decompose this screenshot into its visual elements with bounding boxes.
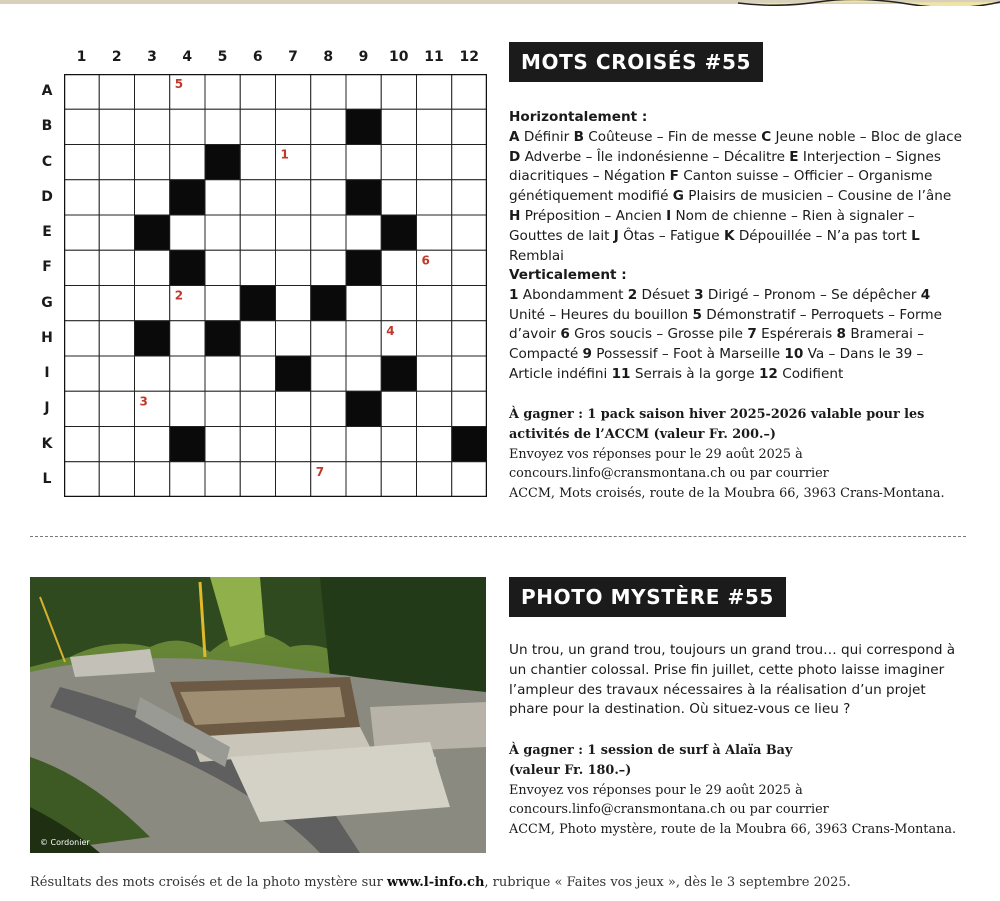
grid-cell[interactable] <box>381 145 416 180</box>
v-clue-text: Dirigé – Pronom – Se dépêcher <box>703 286 921 303</box>
grid-cell[interactable] <box>240 321 275 356</box>
vertical-title: Verticalement : <box>509 267 627 283</box>
grid-cell[interactable] <box>64 286 99 321</box>
grid-cell[interactable] <box>240 427 275 462</box>
column-label: 2 <box>111 49 122 65</box>
photo-send-line1: Envoyez vos réponses pour le 29 août 2025 à <box>509 782 803 798</box>
grid-cell[interactable] <box>346 286 381 321</box>
v-clue-key: 12 <box>758 365 778 382</box>
grid-cell[interactable] <box>311 356 346 391</box>
grid-cell[interactable] <box>240 391 275 426</box>
grid-cell[interactable] <box>135 109 170 144</box>
top-illustration-edge <box>738 0 1000 6</box>
grid-cell[interactable] <box>64 391 99 426</box>
grid-cell[interactable] <box>452 286 487 321</box>
v-clue-key: 4 <box>920 286 931 303</box>
grid-cell[interactable] <box>452 180 487 215</box>
clue-marker: 7 <box>315 464 325 479</box>
v-clue-text: Va – Dans le 39 – Article indéfini <box>509 346 924 382</box>
horizontal-clues <box>509 108 965 266</box>
grid-cell[interactable] <box>205 356 240 391</box>
photo-prize-line1: À gagner : 1 session de surf à Alaïa Bay <box>509 743 793 758</box>
grid-cell[interactable] <box>346 427 381 462</box>
grid-cell[interactable] <box>135 250 170 285</box>
photo-prize-block <box>509 741 965 840</box>
row-label: C <box>41 153 53 170</box>
grid-cell[interactable] <box>240 462 275 497</box>
column-label: 6 <box>252 49 263 65</box>
photo-send-line2: concours.linfo@cransmontana.ch ou par courrier <box>509 802 829 818</box>
v-clue-key: 2 <box>627 286 638 303</box>
clue-marker: 5 <box>174 77 184 91</box>
grid-cell[interactable] <box>170 462 205 497</box>
grid-cell[interactable] <box>311 250 346 285</box>
horizontal-clue-text <box>509 128 965 267</box>
grid-cell[interactable] <box>311 321 346 356</box>
grid-cell[interactable] <box>417 180 452 215</box>
clue-marker: 1 <box>280 147 289 162</box>
h-clue-key: E <box>789 148 799 165</box>
h-clue-key: K <box>723 227 735 244</box>
h-clue-key: A <box>509 128 520 145</box>
column-label: 8 <box>323 49 334 65</box>
grid-cell[interactable] <box>276 74 311 109</box>
grid-cell[interactable] <box>135 180 170 215</box>
grid-cell[interactable] <box>170 356 205 391</box>
grid-cell[interactable] <box>452 321 487 356</box>
grid-cell[interactable] <box>311 74 346 109</box>
v-clue-text: Codifient <box>777 365 844 382</box>
crossword-send-line1: Envoyez vos réponses pour le 29 août 2025 à <box>509 446 803 462</box>
grid-cell[interactable] <box>346 321 381 356</box>
black-cell <box>205 321 240 356</box>
grid-cell[interactable] <box>276 109 311 144</box>
footer-before: Résultats des mots croisés et de la photo mystère sur <box>30 875 387 890</box>
h-clue-text: Coûteuse – Fin de messe <box>583 128 762 145</box>
vertical-clues <box>509 266 965 385</box>
grid-cell[interactable] <box>64 250 99 285</box>
h-clue-key: F <box>669 168 679 185</box>
h-clue-text: Définir <box>519 128 574 145</box>
grid-cell[interactable] <box>276 180 311 215</box>
grid-cell[interactable] <box>99 250 134 285</box>
clue-marker: 3 <box>139 394 148 409</box>
grid-cell[interactable] <box>64 109 99 144</box>
clue-marker: 6 <box>421 253 430 268</box>
grid-cell[interactable] <box>346 215 381 250</box>
row-label: J <box>44 400 50 417</box>
v-clue-text: Démonstratif – Perroquets – Forme d’avoir <box>509 306 943 343</box>
h-clue-key: H <box>509 207 521 224</box>
h-clue-text: Plaisirs de musicien – Cousine de l’âne <box>683 188 952 205</box>
grid-cell[interactable] <box>311 145 346 180</box>
black-cell <box>346 109 381 144</box>
column-label: 12 <box>459 49 479 65</box>
grid-cell[interactable] <box>99 321 134 356</box>
grid-cell[interactable] <box>135 462 170 497</box>
grid-cell[interactable] <box>452 215 487 250</box>
grid-cell[interactable] <box>417 391 452 426</box>
grid-cell[interactable] <box>99 356 134 391</box>
grid-cell[interactable] <box>135 74 170 109</box>
black-cell <box>205 145 240 180</box>
crossword-send-line3: ACCM, Mots croisés, route de la Moubra 66, 3963 Crans-Montana. <box>509 486 945 502</box>
grid-cell[interactable] <box>205 109 240 144</box>
v-clue-key: 3 <box>694 286 704 303</box>
grid-cell[interactable] <box>381 286 416 321</box>
black-cell <box>381 356 416 391</box>
grid-cell[interactable] <box>99 286 134 321</box>
grid-cell[interactable] <box>135 286 170 321</box>
column-label: 4 <box>182 49 193 65</box>
grid-cell[interactable] <box>417 109 452 144</box>
v-clue-key: 5 <box>692 306 702 323</box>
black-cell <box>346 391 381 426</box>
grid-cell[interactable] <box>276 215 311 250</box>
grid-cell[interactable] <box>417 462 452 497</box>
grid-cell[interactable] <box>205 250 240 285</box>
mystery-photo <box>30 577 486 853</box>
row-label: G <box>41 294 53 311</box>
photo-description: Un trou, un grand trou, toujours un grand trou… qui correspond à un chantier colossal. Prise fin juillet, cette photo laisse imaginer l’ampleur des travaux nécessaires à la réalisation d’un projet phare pour la destination. Où situez-vous ce lieu ? <box>509 642 956 718</box>
h-clue-text: Canton suisse – Officier – Organisme génétiquement modifié <box>509 168 933 205</box>
grid-cell[interactable] <box>417 286 452 321</box>
h-clue-key: D <box>509 148 521 165</box>
row-label: L <box>42 470 52 487</box>
column-label: 11 <box>424 49 444 65</box>
h-clue-text: Dépouillée – N’a pas tort <box>734 227 912 244</box>
black-cell <box>240 286 275 321</box>
grid-cell[interactable] <box>346 74 381 109</box>
v-clue-key: 7 <box>747 326 757 343</box>
grid-cell[interactable] <box>276 321 311 356</box>
footer-site-link[interactable]: www.l-info.ch <box>386 875 485 890</box>
h-clue-text: Remblai <box>509 247 564 264</box>
v-clue-text: Désuet <box>637 286 695 303</box>
v-clue-text: Unité – Heures du bouillon <box>509 306 693 323</box>
grid-cell[interactable] <box>99 180 134 215</box>
grid-cell[interactable] <box>381 427 416 462</box>
grid-cell[interactable] <box>346 145 381 180</box>
crossword-prize: À gagner : 1 pack saison hiver 2025-2026 valable pour les activités de l’ACCM (valeur Fr. 200.–) <box>509 407 925 442</box>
grid-cell[interactable] <box>170 145 205 180</box>
v-clue-key: 1 <box>509 286 519 303</box>
grid-cell[interactable] <box>381 109 416 144</box>
h-clue-key: L <box>911 227 920 244</box>
grid-cell[interactable] <box>452 462 487 497</box>
grid-cell[interactable] <box>99 462 134 497</box>
grid-cell[interactable] <box>417 215 452 250</box>
grid-cell[interactable] <box>205 391 240 426</box>
v-clue-key: 10 <box>784 346 804 363</box>
black-cell <box>381 215 416 250</box>
v-clue-text: Espérerais <box>756 326 837 343</box>
h-clue-key: G <box>672 188 684 205</box>
grid-cell[interactable] <box>64 145 99 180</box>
grid-cell[interactable] <box>205 74 240 109</box>
clue-marker: 4 <box>386 323 395 338</box>
h-clue-key: I <box>666 207 672 224</box>
black-cell <box>135 215 170 250</box>
grid-cell[interactable] <box>452 391 487 426</box>
grid-cell[interactable] <box>64 356 99 391</box>
crossword-grid[interactable] <box>64 74 487 497</box>
grid-cell[interactable] <box>99 74 134 109</box>
grid-cell[interactable] <box>64 427 99 462</box>
h-clue-key: C <box>761 128 772 145</box>
column-label: 1 <box>76 49 87 65</box>
grid-cell[interactable] <box>311 427 346 462</box>
row-label: A <box>41 83 53 99</box>
grid-cell[interactable] <box>240 180 275 215</box>
grid-cell[interactable] <box>381 391 416 426</box>
black-cell <box>346 180 381 215</box>
v-clue-key: 8 <box>836 326 847 343</box>
grid-cell[interactable] <box>311 109 346 144</box>
grid-cell[interactable] <box>64 462 99 497</box>
row-label: K <box>41 435 53 452</box>
grid-cell[interactable] <box>99 391 134 426</box>
grid-cell[interactable] <box>205 215 240 250</box>
grid-cell[interactable] <box>311 391 346 426</box>
grid-cell[interactable] <box>205 462 240 497</box>
h-clue-text: Adverbe – Île indonésienne – Décalitre <box>520 148 790 165</box>
black-cell <box>170 427 205 462</box>
grid-cell[interactable] <box>170 321 205 356</box>
h-clue-text: Ôtas – Fatigue <box>618 227 724 244</box>
h-clue-text: Jeune noble – Bloc de glace <box>771 128 963 145</box>
crossword-title: MOTS CROISÉS #55 <box>509 42 763 82</box>
grid-cell[interactable] <box>417 321 452 356</box>
v-clue-key: 9 <box>582 346 592 363</box>
v-clue-text: Possessif – Foot à Marseille <box>591 346 785 363</box>
h-clue-key: J <box>613 227 619 244</box>
vertical-clue-text <box>509 286 965 385</box>
v-clue-key: 6 <box>560 326 570 343</box>
grid-cell[interactable] <box>417 356 452 391</box>
row-label: H <box>41 329 53 346</box>
horizontal-title: Horizontalement : <box>509 109 648 125</box>
photo-send-line3: ACCM, Photo mystère, route de la Moubra 66, 3963 Crans-Montana. <box>509 822 957 838</box>
h-clue-text: Interjection – Signes diacritiques – Négation <box>509 148 941 185</box>
h-clue-text: Nom de chienne – Rien à signaler – Gouttes de lait <box>509 207 915 244</box>
grid-cell[interactable] <box>311 215 346 250</box>
grid-cell[interactable] <box>276 427 311 462</box>
photo-credit: © Cordonier <box>40 838 90 847</box>
grid-cell[interactable] <box>240 215 275 250</box>
footer-after: , rubrique « Faites vos jeux », dès le 3 septembre 2025. <box>484 875 851 890</box>
grid-cell[interactable] <box>99 427 134 462</box>
grid-cell[interactable] <box>276 391 311 426</box>
grid-cell[interactable] <box>346 462 381 497</box>
column-label: 7 <box>288 49 298 65</box>
grid-cell[interactable] <box>170 109 205 144</box>
grid-cell[interactable] <box>170 391 205 426</box>
v-clue-text: Bramerai – Compacté <box>509 326 925 363</box>
grid-cell[interactable] <box>417 145 452 180</box>
grid-cell[interactable] <box>135 356 170 391</box>
v-clue-text: Serrais à la gorge <box>630 365 759 382</box>
black-cell <box>346 250 381 285</box>
grid-cell[interactable] <box>276 250 311 285</box>
grid-cell[interactable] <box>452 109 487 144</box>
black-cell <box>170 180 205 215</box>
grid-cell[interactable] <box>99 215 134 250</box>
black-cell <box>311 286 346 321</box>
grid-cell[interactable] <box>346 356 381 391</box>
column-label: 5 <box>217 49 228 65</box>
crossword-send-line2: concours.linfo@cransmontana.ch ou par courrier <box>509 466 829 482</box>
grid-cell[interactable] <box>64 180 99 215</box>
v-clue-text: Gros soucis – Grosse pile <box>569 326 748 343</box>
grid-cell[interactable] <box>240 145 275 180</box>
grid-cell[interactable] <box>240 250 275 285</box>
grid-cell[interactable] <box>381 180 416 215</box>
black-cell <box>276 356 311 391</box>
row-label: F <box>42 259 52 276</box>
grid-cell[interactable] <box>276 462 311 497</box>
grid-cell[interactable] <box>240 356 275 391</box>
black-cell <box>452 427 487 462</box>
grid-cell[interactable] <box>381 250 416 285</box>
grid-cell[interactable] <box>452 356 487 391</box>
section-divider <box>30 536 966 537</box>
grid-cell[interactable] <box>99 145 134 180</box>
row-label: E <box>42 224 52 240</box>
grid-cell[interactable] <box>240 109 275 144</box>
row-label: I <box>44 365 50 381</box>
h-clue-text: Préposition – Ancien <box>520 207 667 224</box>
grid-cell[interactable] <box>452 145 487 180</box>
crossword-prize-block <box>509 405 965 504</box>
grid-cell[interactable] <box>64 215 99 250</box>
row-label: D <box>41 188 53 205</box>
photo-prize-line2: (valeur Fr. 180.–) <box>509 762 632 778</box>
grid-cell[interactable] <box>205 180 240 215</box>
clue-marker: 2 <box>174 288 184 303</box>
black-cell <box>170 250 205 285</box>
grid-cell[interactable] <box>417 427 452 462</box>
footer-note <box>30 875 851 890</box>
grid-cell[interactable] <box>381 462 416 497</box>
grid-cell[interactable] <box>135 145 170 180</box>
row-label: B <box>41 118 53 135</box>
column-label: 9 <box>358 49 369 65</box>
grid-cell[interactable] <box>417 74 452 109</box>
v-clue-text: Abondamment <box>518 286 628 303</box>
grid-cell[interactable] <box>64 321 99 356</box>
black-cell <box>135 321 170 356</box>
grid-cell[interactable] <box>205 286 240 321</box>
photo-title: PHOTO MYSTÈRE #55 <box>509 577 786 617</box>
grid-cell[interactable] <box>452 250 487 285</box>
grid-cell[interactable] <box>452 74 487 109</box>
grid-cell[interactable] <box>240 74 275 109</box>
grid-cell[interactable] <box>381 74 416 109</box>
grid-cell[interactable] <box>99 109 134 144</box>
grid-cell[interactable] <box>170 215 205 250</box>
v-clue-key: 11 <box>611 365 631 382</box>
grid-cell[interactable] <box>205 427 240 462</box>
grid-cell[interactable] <box>311 180 346 215</box>
grid-cell[interactable] <box>64 74 99 109</box>
grid-cell[interactable] <box>135 427 170 462</box>
grid-cell[interactable] <box>276 286 311 321</box>
h-clue-key: B <box>573 128 584 145</box>
column-label: 3 <box>147 49 157 65</box>
column-label: 10 <box>389 49 409 65</box>
